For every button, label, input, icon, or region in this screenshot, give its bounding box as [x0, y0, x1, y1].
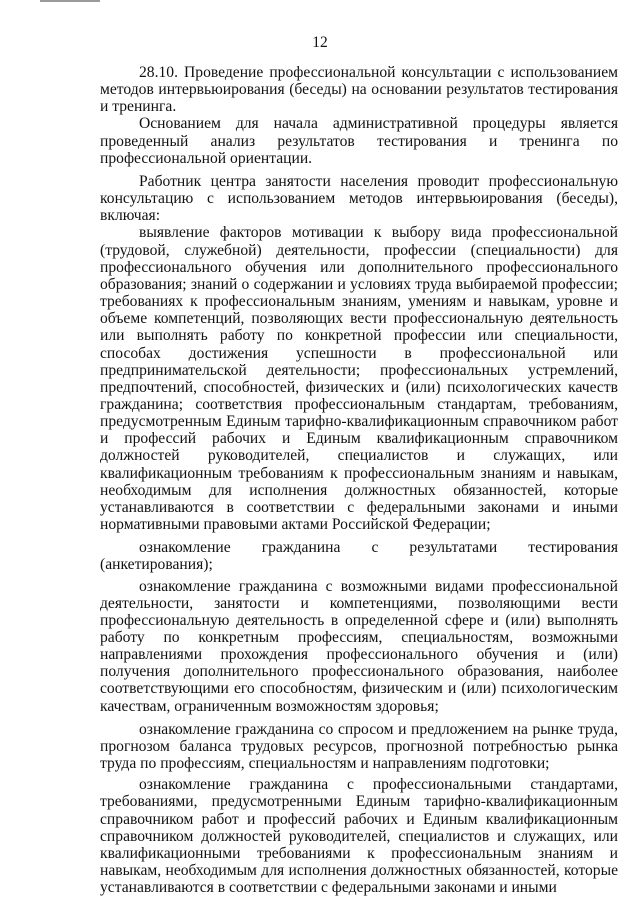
top-edge-mark [40, 0, 100, 2]
paragraph-28-10: 28.10. Проведение профессиональной консультации с использованием методов интервьюирования (беседы) на основании результатов тестирования и тренинга. [100, 64, 618, 116]
paragraph-standards: ознакомление гражданина с профессиональными стандартами, требованиями, предусмотренными Единым тарифно-квалификационным справочником работ и профессий рабочих и Единым квалификационным справочником должностей руководителей, специалистов и служащих, или квалификационными требованиями к профессиональным знаниям и навыкам, необходимым для исполнения должностных обязанностей, которые устанавливаются в соответствии с федеральными законами и иными [100, 776, 618, 897]
document-body [100, 64, 618, 896]
paragraph-activity-types: ознакомление гражданина с возможными видами профессиональной деятельности, занятости и компетенциями, позволяющими вести профессиональную деятельность в определенной сфере и (или) выполнять работу по конкретным профессиям, специальностям, возможными направлениями прохождения профессионального обучения и (или) получения дополнительного профессионального образования, наиболее соответствующими его способностям, физическим и (или) психологическим качествам, ограниченным возможностям здоровья; [100, 577, 618, 715]
paragraph-motivation-factors: выявление факторов мотивации к выбору вида профессиональной (трудовой, служебной) деятельности, профессии (специальности) для профессионального обучения или дополнительного профессионального образования; знаний о содержании и условиях труда выбираемой профессии; требованиях к профессиональным знаниям, умениям и навыкам, уровне и объеме компетенций, позволяющих вести профессиональную деятельность или выполнять работу по конкретной профессии или специальности, способах достижения успешности в профессиональной или предпринимательской деятельности; профессиональных устремлений, предпочтений, способностей, физических и (или) психологических качеств гражданина; соответствия профессиональным стандартам, требованиям, предусмотренным Единым тарифно-квалификационным справочником работ и профессий рабочих и Единым квалификационным справочником должностей руководителей, специалистов и служащих, или квалификационным требованиям к профессиональным знаниям и навыкам, необходимым для исполнения должностных обязанностей, которые устанавливаются в соответствии с федеральными законами и иными нормативными правовыми актами Российской Федерации; [100, 224, 618, 534]
paragraph-test-results: ознакомление гражданина с результатами тестирования (анкетирования); [100, 539, 618, 574]
page-number: 12 [312, 34, 328, 51]
paragraph-consultation: Работник центра занятости населения проводит профессиональную консультацию с использованием методов интервьюирования (беседы), включая: [100, 172, 618, 225]
paragraph-basis: Основанием для начала административной процедуры является проведенный анализ результатов тестирования и тренинга по профессиональной ориентации. [100, 115, 618, 167]
paragraph-labor-market: ознакомление гражданина со спросом и предложением на рынке труда, прогнозом баланса трудовых ресурсов, прогнозной потребностью рынка труда по профессиям, специальностям и направлениям подготовки; [100, 720, 618, 773]
